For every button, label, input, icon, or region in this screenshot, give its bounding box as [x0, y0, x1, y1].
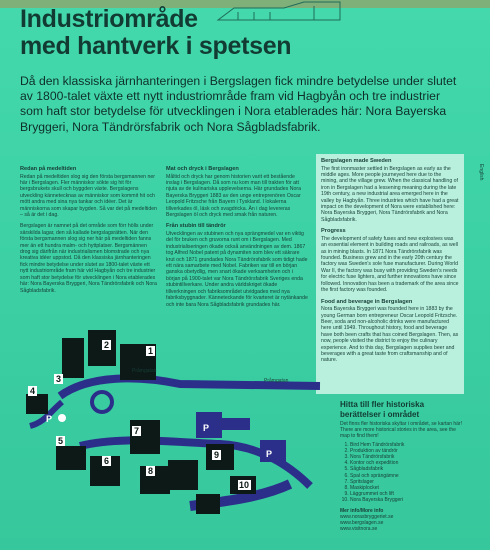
building-3	[62, 338, 84, 378]
roundabout	[92, 392, 112, 412]
stories-list-item: 10. Nora Bayerska Bryggeri	[350, 497, 465, 503]
road-label-2: Pråmgatan	[264, 378, 289, 384]
find-more-subtitle-sv: Det finns fler historiska skyltar i området, se kartan här!	[340, 421, 462, 427]
accessibility-icon	[58, 414, 66, 422]
col1-paragraph-2: Bergslagen är namnet på det område som förr hölls under särskilda lagar, den så kallade bergslagsrätten. När den första bergsmannen slog sig ner här på medeltiden fanns mer än ett hundra malm- och hyttplatser. Bergsmännen drog sig därifrån när industrialismen blomstrade och nya kreativa idéer uppstod. Då den klassiska järnhanteringen fick mindre betydelse under slutet av 1800-talet växte ett nytt industriområde fram här vid Hagbyån och tre industrier som haft stor betydelse för utvecklingen i Nora etablerades här: Nora Bayerska Bryggeri, Nora Tändrörsfabrik och Nora Sågbladsfabrik.	[20, 223, 157, 294]
swedish-column-2	[166, 166, 308, 313]
col2-paragraph-2: Utvecklingen av stubinen och nya sprängmedel var en viktig del för bruken och gruvorna runt om i Bergslagen. Med industrialiseringen ökade också användningen av dem. 1867 tog Alfred Nobel patent på dynamiten som blev ett säkrare krut och 1871 grundades Nora Tändrörsfabrik som tidigt hade ett nära samarbete med Nobel. Fabriken var till en början ganska obetydlig, men snart ökade verksamheten och i början på 1900-talet var Nora Tändrörsfabrik Sveriges enda stubintillverkare. Under andra världskriget ökade tillverkningen och fabriksområdet utvidgades med nya fabriksbyggnader. Känneteckande för kvarteret är nytänkande och inte bara Nora Sågbladsfabrik grundades här.	[166, 231, 308, 308]
col2-heading-1: Mat och dryck i Bergslagen	[166, 166, 239, 172]
stories-list-item: 4. Kontor och expedition	[350, 460, 465, 466]
stories-list-item: 7. Spritslager	[350, 479, 465, 485]
marker-2: 2	[104, 340, 110, 350]
stories-list-item: 6. Spal och sprängämne	[350, 473, 465, 479]
english-tab-label: English	[478, 164, 484, 181]
parking-icon-2: P	[266, 449, 273, 459]
col3-paragraph-2: The development of safety fuses and new explosives was an essential element in building roads and railroads, as well as in mining blasts. In 1871 Nora Tändrörsfabrik was founded. Business grew and in the early 20th century the factory was Sweden's sole fuse manufacturer. During World War II, the factory was busy with providing Sweden's needs for electric fuse lighters, and further innovations have since followed. Innovation has been a trademark of the area since the first factory was founded.	[321, 235, 459, 294]
col1-paragraph-1: Redan på medeltiden slog sig den första bergsmannen ner här i Bergslagen. Fler människor sökte sig hit för bergsbrukets skull och byggden växte. Bergslagens utveckling kännetecknas av människor som kommit hit och mött andra med sina nya tankar och idéer. Det är människorna som skapar bygden. Så var det på medeltiden – så är det i dag.	[20, 173, 157, 219]
find-more-subtitle-en: There are more historical stories in the area, see the map to find them!	[340, 427, 456, 440]
building-10-left	[196, 494, 220, 514]
english-column	[316, 154, 464, 394]
col3-paragraph-1: The first ironmaster settled in Bergslagen as early as the middle ages. More people journeyed here due to the mining, and the village grew. When the classical handling of iron in Bergslagen had a lessening meaning during the late 19th century, a new industrial area emerged here in the valley by Hagbyån. Three industries which have had a great impact on the development of Nora were established here: Nora Bayerska Bryggeri, Nora Tändrörsfabrik and Nora Sågbladsfabrik.	[321, 165, 459, 223]
swedish-column-1	[20, 166, 158, 299]
page-title	[20, 6, 291, 60]
find-more-heading-line-1: Hitta till fler historiska	[340, 400, 425, 409]
parking-icon-1: P	[203, 423, 210, 433]
col3-heading-1: Bergslagen made Sweden	[321, 158, 392, 164]
col2-paragraph-1: Måltid och dryck har genom historien varit ett bestående inslag i Bergslagen. Då som nu kom man till trakten för att njuta av de kulinariska upplevelserna. Här grundades Nora Bayerska Bryggeri 1883 av den unge entreprenören Oscar Leopold Fritzsche från Bayern i Tyskland. I lokalerna tillverkades öl, läsk och svagdricka. Än i dag levereras Bergslagen öl och dryck med smak från naturen.	[166, 173, 301, 219]
road-label-1: Pråmgatan	[132, 368, 157, 374]
marker-6: 6	[104, 456, 110, 466]
col3-heading-3: Food and beverage in Bergslagen	[321, 298, 413, 305]
find-more-heading-line-2: berättelser i området	[340, 409, 420, 419]
stories-list-item: 1. Bird Hem Tändrörsfabrik	[350, 442, 465, 448]
building-5	[56, 446, 86, 470]
parking-area-2	[260, 440, 286, 462]
col3-heading-2: Progress	[321, 228, 346, 235]
marker-8: 8	[148, 466, 154, 476]
title-line-1: Industriområde	[20, 5, 198, 33]
marker-10: 10	[239, 480, 250, 490]
col2-heading-2: Från stubin till tändrör	[166, 223, 226, 230]
more-info-link: www.visitnora.se	[340, 526, 378, 533]
building-4	[26, 394, 48, 414]
more-info-label: Mer info/More info	[340, 507, 384, 514]
marker-7: 7	[134, 426, 140, 436]
stories-list-item: 8. Maskiplocket	[350, 485, 465, 491]
stories-list-item: 2. Produktion av tändrör	[350, 448, 465, 454]
col3-paragraph-3: Nora Bayerska Bryggeri was founded here in 1883 by the young German born entrepreneur Oscar Leopold Fritzsche. Beer, soda and non-alcoholic drinks were manufactured here until 1949. Throughout history, food and beverage have both been crafts that has coined Bergslagen. Then, as now, people visited the district to enjoy the culinary experience. And to this day, Bergslagen supplies beer and beverages with a great taste from craftsmanship and of nature.	[321, 306, 459, 364]
parking-icon-3: P	[46, 414, 53, 424]
marker-3: 3	[56, 374, 62, 384]
marker-5: 5	[58, 436, 64, 446]
more-info-link: www.bergslagen.se	[340, 520, 384, 527]
find-more-stories-panel	[340, 400, 465, 532]
marker-1: 1	[148, 346, 154, 356]
area-map	[20, 326, 332, 546]
marker-4: 4	[30, 386, 36, 396]
col1-heading: Redan på medeltiden	[20, 166, 77, 172]
title-line-2: med hantverk i spetsen	[20, 32, 292, 60]
marker-9: 9	[214, 450, 220, 460]
stories-list	[350, 442, 465, 504]
building-8b	[168, 460, 198, 490]
stories-list-item: 5. Sågbladsfabrik	[350, 466, 465, 472]
stories-list-item: 9. Läggrummet och lift	[350, 491, 465, 497]
more-info-link: www.norasbryggeriet.se	[340, 513, 394, 520]
intro-paragraph: Då den klassiska järnhanteringen i Bergslagen fick mindre betydelse under slutet av 1800-talet växte ett nytt industriområde fram vid Hagbyån och tre industrier som haft stor betydelse för utvecklingen i Nora etablerades här: Nora Bayerska Bryggeri, Nora Tändrörsfabrik och Nora Sågbladsfabrik.	[20, 74, 457, 134]
find-more-heading	[340, 400, 465, 419]
stories-list-item: 3. Nora Tändrörsfabrik	[350, 454, 465, 460]
